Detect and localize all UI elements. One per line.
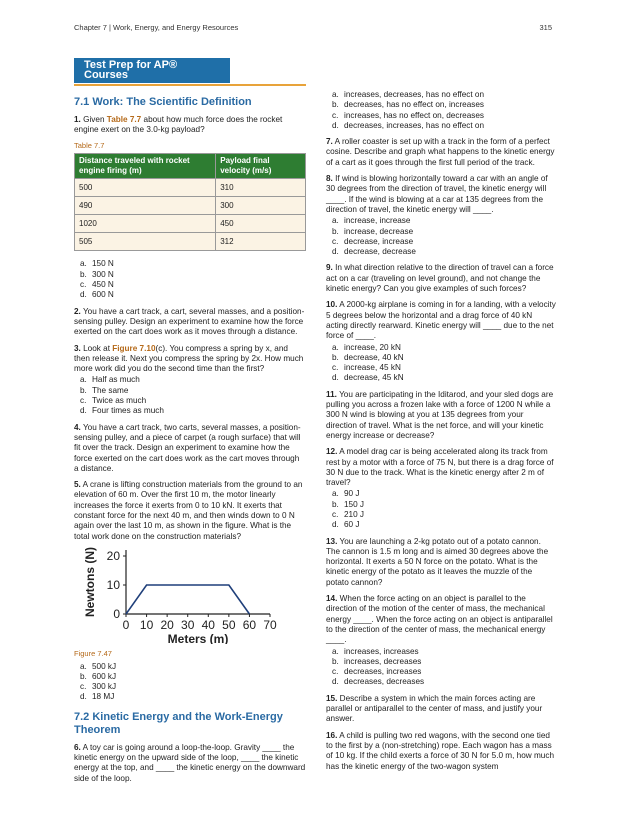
question-12: 12. A model drag car is being accelerated along its track from rest by a motor with a force of 75 N, but there is a drag force of 30 N due to the track. What is the kinetic energy after 2 m of travel? xyxy=(326,447,554,488)
answer-options-q14 xyxy=(326,647,556,688)
answer-option: d. 18 MJ xyxy=(80,692,115,702)
table-cell: 1020 xyxy=(75,215,216,233)
table-cell: 300 xyxy=(216,197,306,215)
table-row xyxy=(75,197,306,215)
question-3: 3. Look at Figure 7.10(c). You compress a spring by x, and then release it. Next you compress the spring by 2x. How much more work did you do the second time than the first? xyxy=(74,343,304,374)
page-header xyxy=(74,23,552,32)
left-column xyxy=(74,58,306,790)
figure-link[interactable]: Figure 7.10 xyxy=(112,343,156,353)
answer-options-q8 xyxy=(326,216,556,257)
table-label: Table 7.7 xyxy=(74,141,105,151)
answer-options-q12 xyxy=(326,489,556,530)
answer-option: c. increase, 45 kN xyxy=(332,363,401,373)
answer-option: c. 300 kJ xyxy=(80,682,117,692)
banner-underline xyxy=(74,84,306,86)
answer-option: b. decrease, 40 kN xyxy=(332,352,404,362)
answer-option: a. increase, 20 kN xyxy=(332,342,401,352)
table-header-cell: Payload final velocity (m/s) xyxy=(216,154,306,179)
question-10: 10. A 2000-kg airplane is coming in for a landing, with a velocity 5 degrees below the horizontal and a drag force of 40 kN acting directly rearward. Kinetic energy will ____ due to the net force of ____. xyxy=(326,300,556,341)
answer-option: c. decrease, increase xyxy=(332,236,414,246)
answer-option: d. 60 J xyxy=(332,520,360,530)
answer-option: b. increases, decreases xyxy=(332,656,422,666)
answer-option: a. 150 N xyxy=(80,259,114,269)
question-14: 14. When the force acting on an object is parallel to the direction of the motion of the center of mass, the mechanical energy ____. When the force acting on an object is antiparallel to the direction of the center of mass, the mechanical energy ____. xyxy=(326,594,553,645)
answer-option: a. 500 kJ xyxy=(80,661,117,671)
x-tick-label: 40 xyxy=(201,617,215,632)
section-heading-7-2: 7.2 Kinetic Energy and the Work-Energy Theorem xyxy=(74,710,283,736)
x-axis-label: Meters (m) xyxy=(167,631,229,644)
table-cell: 505 xyxy=(75,233,216,251)
answer-options-q3 xyxy=(74,375,306,416)
question-6: 6. A toy car is going around a loop-the-loop. Gravity ____ the kinetic energy on the upward side of the loop, ____ the kinetic energy at the top, and ____ the kinetic energy on the downward side of the loop. xyxy=(74,742,306,783)
answer-option: c. decreases, increases xyxy=(332,667,422,677)
answer-option: a. increases, increases xyxy=(332,646,419,656)
question-1: 1. Given Table 7.7 about how much force does the rocket engine exert on the 3.0-kg payload? xyxy=(74,114,283,134)
answer-option: b. The same xyxy=(80,385,129,395)
table-row xyxy=(75,233,306,251)
question-11: 11. You are participating in the Iditarod, and your sled dogs are pulling you across a frozen lake with a force of 1200 N while a 300 N wind is blowing at you at 135 degrees from your direction of travel. What is the net force, and will your kinetic energy increase or decrease? xyxy=(326,389,554,440)
question-2: 2. You have a cart track, a cart, several masses, and a position-sensing pulley. Design an experiment to examine how the force exerted on the cart does work as it moves through a distance. xyxy=(74,306,305,337)
question-9: 9. In what direction relative to the direction of travel can a force act on a car (traveling on level ground), and not change the kinetic energy? Can you give examples of such forces? xyxy=(326,263,554,294)
question-5: 5. A crane is lifting construction materials from the ground to an elevation of 60 m. Over the first 10 m, the motor linearly increases the force it exerts from 0 to 10 kN. It exerts that constant force for the next 40 m, and then winds down to 0 N again over the last 10 m, as shown in the figure. What is the total work done on the construction materials? xyxy=(74,480,303,541)
answer-option: c. Twice as much xyxy=(80,396,147,406)
section-banner: Test Prep for AP® Courses xyxy=(74,58,230,83)
question-8: 8. If wind is blowing horizontally toward a car with an angle of 30 degrees from the direction of travel, the kinetic energy will ____. If the wind is blowing at a car at 135 degrees from the direction of travel, the kinetic energy will ____. xyxy=(326,174,548,214)
question-7: 7. A roller coaster is set up with a track in the form of a perfect cosine. Describe and graph what happens to the kinetic energy of a cart as it goes through the first full period of the track. xyxy=(326,137,555,167)
table-row xyxy=(75,215,306,233)
table-cell: 500 xyxy=(75,179,216,197)
answer-option: b. 600 kJ xyxy=(80,671,117,681)
force-line xyxy=(126,585,249,614)
answer-option: b. 300 N xyxy=(80,269,114,279)
answer-option: a. increase, increase xyxy=(332,216,411,226)
table-cell: 310 xyxy=(216,179,306,197)
section-heading-7-1: 7.1 Work: The Scientific Definition xyxy=(74,95,252,108)
x-tick-label: 10 xyxy=(139,617,154,632)
answer-options-q1 xyxy=(74,259,306,300)
answer-option: b. 150 J xyxy=(332,499,365,509)
table-row xyxy=(75,179,306,197)
x-tick-label: 20 xyxy=(160,617,174,632)
answer-option: d. decreases, decreases xyxy=(332,677,425,687)
force-distance-chart xyxy=(80,544,306,647)
table-header-row xyxy=(75,154,306,179)
table-cell: 312 xyxy=(216,233,306,251)
y-tick-label: 10 xyxy=(106,577,120,592)
answer-options-q6 xyxy=(326,90,556,131)
answer-option: d. decreases, increases, has no effect on xyxy=(332,120,485,130)
question-15: 15. Describe a system in which the main forces acting are parallel or antiparallel to the center of mass, and justify your answer. xyxy=(326,693,543,724)
question-16: 16. A child is pulling two red wagons, with the second one tied to the first by a (non-stretching) rope. Each wagon has a mass of 10 kg. If the child exerts a force of 30 N for 5.0 m, how much has the kinetic energy of the two-wagon system xyxy=(326,730,554,771)
answer-options-q10 xyxy=(326,343,556,384)
answer-option: b. increase, decrease xyxy=(332,226,414,236)
x-tick-label: 70 xyxy=(263,617,277,632)
answer-option: a. 90 J xyxy=(332,489,360,499)
chart-svg xyxy=(80,544,280,644)
answer-option: c. increases, has no effect on, decreases xyxy=(332,110,485,120)
answer-option: b. decreases, has no effect on, increases xyxy=(332,100,485,110)
table-cell: 490 xyxy=(75,197,216,215)
question-4: 4. You have a cart track, two carts, several masses, a position-sensing pulley, and a piece of carpet (a rough surface) that will fit over the track. Design an experiment to examine how the force exerted on the cart does work as the cart moves through a distance. xyxy=(74,422,301,473)
answer-options-q5 xyxy=(74,662,306,703)
x-tick-label: 0 xyxy=(122,617,130,632)
x-tick-label: 50 xyxy=(222,617,236,632)
chapter-title: Chapter 7 | Work, Energy, and Energy Resources xyxy=(74,23,239,32)
x-tick-label: 30 xyxy=(181,617,195,632)
answer-option: d. decrease, decrease xyxy=(332,247,416,257)
y-tick-label: 20 xyxy=(106,548,120,563)
table-link[interactable]: Table 7.7 xyxy=(106,114,142,124)
figure-label: Figure 7.47 xyxy=(74,649,112,659)
answer-option: a. increases, decreases, has no effect on xyxy=(332,90,485,99)
y-tick-label: 0 xyxy=(113,606,120,621)
answer-option: d. 600 N xyxy=(80,290,114,300)
answer-option: d. Four times as much xyxy=(80,406,164,416)
answer-option: d. decrease, 45 kN xyxy=(332,373,404,383)
table-cell: 450 xyxy=(216,215,306,233)
y-axis-label: Newtons (N) xyxy=(83,546,97,617)
right-column xyxy=(326,58,556,778)
answer-option: c. 450 N xyxy=(80,280,114,290)
answer-option: a. Half as much xyxy=(80,375,140,385)
table-header-cell: Distance traveled with rocket engine firing (m) xyxy=(75,154,216,179)
answer-option: c. 210 J xyxy=(332,509,365,519)
x-tick-label: 60 xyxy=(242,617,257,632)
page-number: 315 xyxy=(539,23,552,32)
question-13: 13. You are launching a 2-kg potato out of a potato cannon. The cannon is 1.5 m long and is aimed 30 degrees above the horizontal. It exerts a 50 N force on the potato. What is the kinetic energy of the potato as it leaves the muzzle of the potato cannon? xyxy=(326,536,549,587)
data-table xyxy=(74,153,306,251)
